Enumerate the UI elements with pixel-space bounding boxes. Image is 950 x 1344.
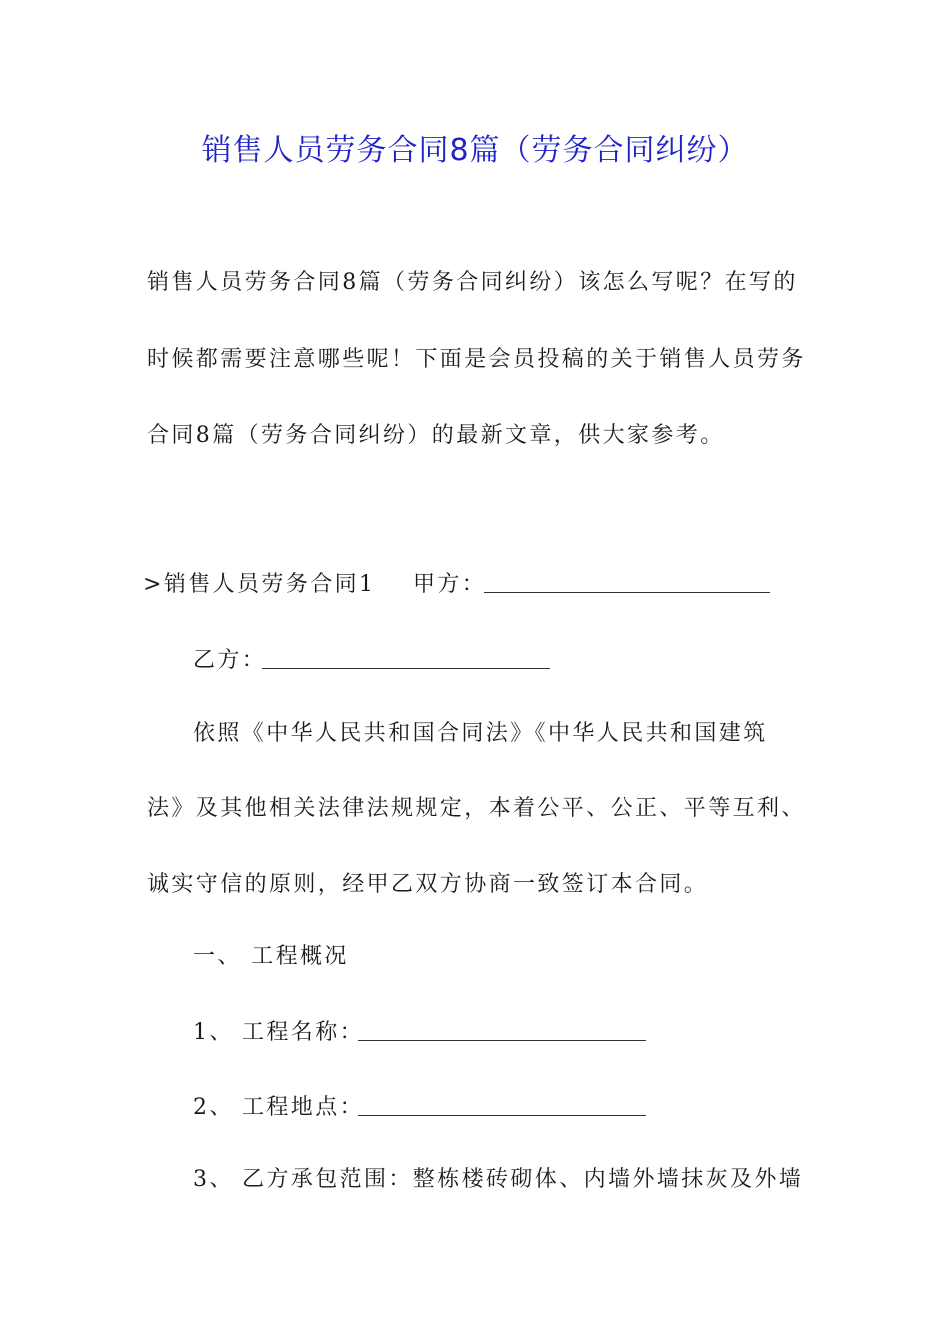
party-a-label: 甲方： (413, 572, 487, 597)
contract-heading: >销售人员劳务合同1 (143, 572, 376, 597)
item-1-number: 1、 (193, 1020, 234, 1045)
party-b-blank (262, 650, 550, 669)
basis-line-2: 法》及其他相关法律法规规定，本着公平、公正、平等互利、 (147, 796, 806, 821)
intro-line-3: 合同8篇（劳务合同纠纷）的最新文章，供大家参考。 (147, 423, 725, 448)
item-3-text: 乙方承包范围：整栋楼砖砌体、内墙外墙抹灰及外墙 (242, 1167, 804, 1192)
item-2-number: 2、 (193, 1095, 234, 1120)
basis-line-3: 诚实守信的原则，经甲乙双方协商一致签订本合同。 (147, 872, 709, 897)
party-a-blank (484, 574, 770, 593)
item-1-label: 工程名称： (242, 1020, 365, 1045)
intro-line-2: 时候都需要注意哪些呢！下面是会员投稿的关于销售人员劳务 (147, 347, 806, 372)
item-3-number: 3、 (193, 1167, 234, 1192)
project-name-blank (358, 1022, 646, 1041)
item-2-label: 工程地点： (242, 1095, 365, 1120)
basis-line-1: 依照《中华人民共和国合同法》《中华人民共和国建筑 (193, 721, 768, 746)
project-location-blank (358, 1097, 646, 1116)
intro-line-1: 销售人员劳务合同8篇（劳务合同纠纷）该怎么写呢？在写的 (147, 270, 798, 295)
document-title: 销售人员劳务合同8篇（劳务合同纠纷） (201, 133, 749, 168)
party-b-label: 乙方： (193, 648, 267, 673)
section-heading-overview: 一、 工程概况 (193, 944, 349, 969)
